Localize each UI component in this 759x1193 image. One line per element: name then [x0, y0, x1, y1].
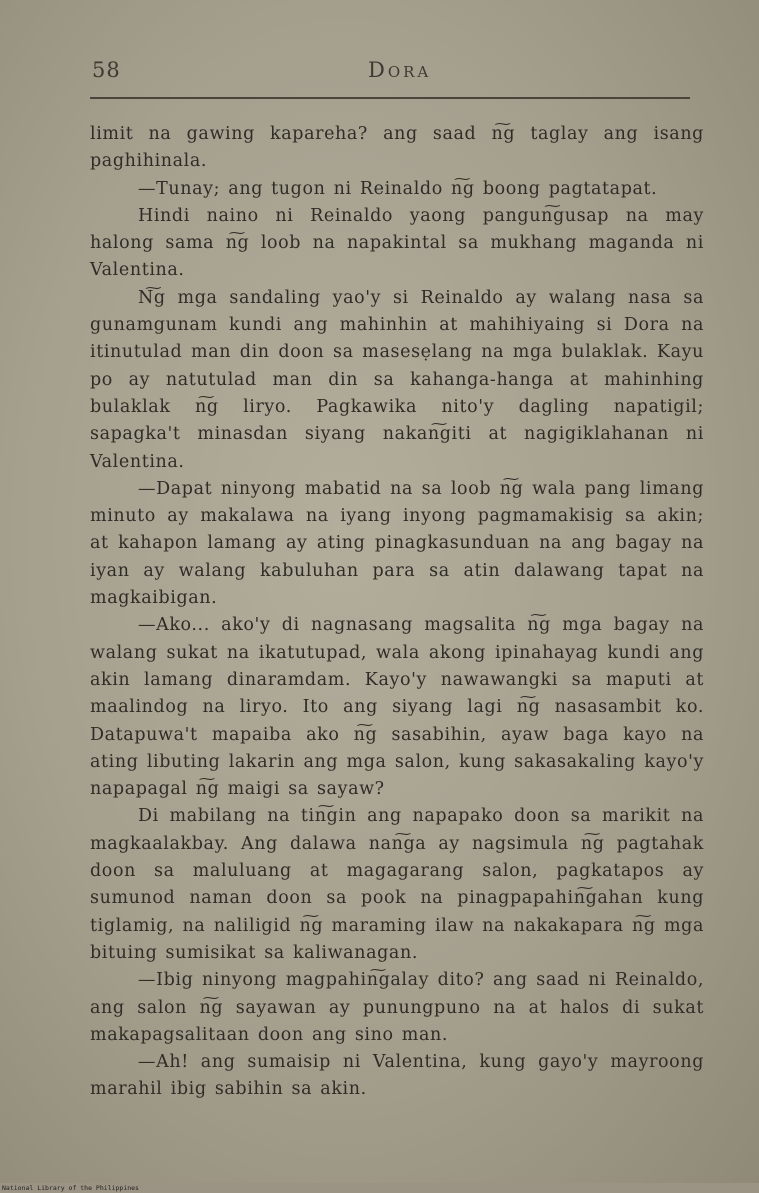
paragraph: —Ah! ang sumaisip ni Valentina, kung gayo'y mayroong marahil ibig sabihin sa akin. — [90, 1052, 704, 1100]
page-header — [92, 58, 692, 92]
footer-credit: National Library of the Philippines — [2, 1184, 139, 1192]
paragraph: limit na gawing kapareha? ang saad n͠g taglay ang isang paghihinala. — [90, 124, 704, 172]
body-text — [90, 121, 704, 1104]
paragraph: —Ibig ninyong magpahin͠galay dito? ang saad ni Reinaldo, ang salon n͠g sayawan ay punungpuno na at halos di sukat makapagsalitaan doon ang sino man. — [90, 970, 704, 1045]
paragraph: —Dapat ninyong mabatid na sa loob n͠g wala pang limang minuto ay makalawa na iyang inyong pagmamakisig sa akin; at kahapon lamang ay ating pinagkasunduan na ang bagay na iyan ay walang kabuluhan para sa atin dalawang tapat na magkaibigan. — [90, 478, 704, 609]
page-number: 58 — [92, 58, 121, 82]
paragraph: —Ako... ako'y di nagnasang magsalita n͠g mga bagay na walang sukat na ikatutupad, wala akong ipinahayag kundi ang akin lamang dinaramdam. Kayo'y nawawangki sa maputi at maalindog na liryo. Ito ang siyang lagi n͠g nasasambit ko. Datapuwa't mapaiba ako n͠g sasabihin, ayaw baga kayo na ating libuting lakarin ang mga salon, kung sakasakaling kayo'y napapagal n͠g maigi sa sayaw? — [90, 615, 704, 800]
paragraph: Hindi naino ni Reinaldo yaong pangun͠gusap na may halong sama n͠g loob na napakintal sa mukhang maganda ni Valentina. — [90, 205, 704, 281]
header-rule — [90, 97, 690, 99]
paragraph: Di mabilang na tin͠gin ang napapako doon sa marikit na magkaalakbay. Ang dalawa nan͠ga ay nagsimula n͠g pagtahak doon sa maluluang at magagarang salon, pagkatapos ay sumunod naman doon sa pook na pinagpapahin͠gahan kung tiglamig, na naliligid n͠g maraming ilaw na nakakapara n͠g mga bituing sumisikat sa kaliwanagan. — [90, 806, 704, 963]
running-title: Dora — [368, 58, 432, 82]
paragraph: N͠g mga sandaling yao'y si Reinaldo ay walang nasa sa gunamgunam kundi ang mahinhin at mahihiyaing si Dora na itinutulad man din doon sa masesẹlang na mga bulaklak. Kayu po ay natutulad man din sa kahanga-hanga at mahinhing bulaklak n͠g liryo. Pagkawika nito'y dagling napatigil; sapagka't minasdan siyang nakan͠giti at nagigiklahanan ni Valentina. — [90, 287, 704, 472]
paragraph: —Tunay; ang tugon ni Reinaldo n͠g boong pagtatapat. — [138, 178, 658, 199]
